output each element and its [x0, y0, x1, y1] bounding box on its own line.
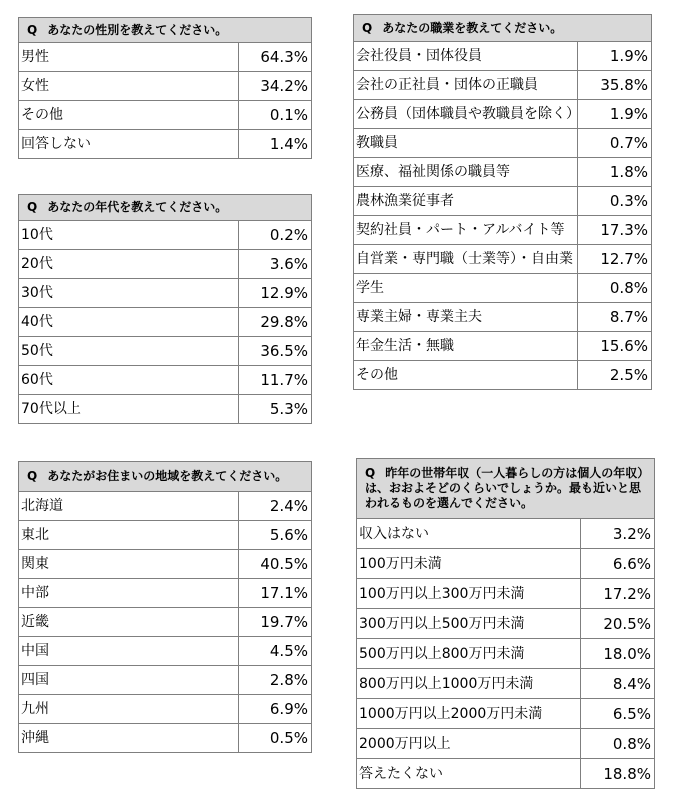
occupation-question-header: Q あなたの職業を教えてください。	[354, 15, 652, 42]
table-row	[354, 361, 652, 390]
row-percentage: 15.6%	[578, 332, 652, 361]
row-percentage: 17.3%	[578, 216, 652, 245]
table-row	[19, 101, 312, 130]
row-percentage: 1.9%	[578, 100, 652, 129]
table-row	[19, 550, 312, 579]
income-question-header: Q 昨年の世帯年収（一人暮らしの方は個人の年収）は、おおよそどのくらいでしょうか。最も近いと思われるものを選んでください。	[357, 459, 655, 519]
table-row	[19, 637, 312, 666]
row-percentage: 12.9%	[239, 279, 312, 308]
row-percentage: 17.1%	[239, 579, 312, 608]
row-percentage: 6.9%	[239, 695, 312, 724]
table-row	[19, 43, 312, 72]
table-row	[19, 395, 312, 424]
row-percentage: 0.8%	[578, 274, 652, 303]
age-table	[18, 194, 312, 424]
occupation-table	[353, 14, 652, 390]
row-label: 50代	[19, 337, 239, 366]
table-row	[19, 337, 312, 366]
row-label: 100万円未満	[357, 549, 581, 579]
table-row	[19, 492, 312, 521]
table-row	[19, 695, 312, 724]
row-label: 800万円以上1000万円未満	[357, 669, 581, 699]
row-percentage: 3.6%	[239, 250, 312, 279]
table-row	[357, 699, 655, 729]
row-label: 医療、福祉関係の職員等	[354, 158, 578, 187]
row-label: 教職員	[354, 129, 578, 158]
table-row	[354, 71, 652, 100]
row-label: その他	[19, 101, 239, 130]
row-percentage: 0.5%	[239, 724, 312, 753]
row-percentage: 5.6%	[239, 521, 312, 550]
row-label: 20代	[19, 250, 239, 279]
row-label: 専業主婦・専業主夫	[354, 303, 578, 332]
row-label: 北海道	[19, 492, 239, 521]
table-row	[19, 279, 312, 308]
table-row	[19, 666, 312, 695]
row-percentage: 0.3%	[578, 187, 652, 216]
table-row	[357, 519, 655, 549]
table-row	[19, 72, 312, 101]
row-percentage: 40.5%	[239, 550, 312, 579]
row-percentage: 2.4%	[239, 492, 312, 521]
row-label: 四国	[19, 666, 239, 695]
row-percentage: 36.5%	[239, 337, 312, 366]
row-percentage: 1.9%	[578, 42, 652, 71]
table-row	[354, 303, 652, 332]
table-row	[19, 221, 312, 250]
row-percentage: 8.4%	[581, 669, 655, 699]
row-percentage: 6.6%	[581, 549, 655, 579]
row-label: 2000万円以上	[357, 729, 581, 759]
table-row	[354, 42, 652, 71]
age-question-text: あなたの年代を教えてください。	[47, 200, 228, 214]
row-label: 東北	[19, 521, 239, 550]
table-row	[354, 332, 652, 361]
row-percentage: 0.1%	[239, 101, 312, 130]
table-row	[19, 250, 312, 279]
table-row	[357, 579, 655, 609]
row-percentage: 0.7%	[578, 129, 652, 158]
table-row	[354, 100, 652, 129]
row-label: 100万円以上300万円未満	[357, 579, 581, 609]
row-percentage: 18.8%	[581, 759, 655, 789]
row-percentage: 11.7%	[239, 366, 312, 395]
gender-question-text: あなたの性別を教えてください。	[47, 22, 228, 37]
gender-table	[18, 17, 312, 159]
table-row	[357, 669, 655, 699]
row-percentage: 2.8%	[239, 666, 312, 695]
table-row	[357, 639, 655, 669]
row-percentage: 5.3%	[239, 395, 312, 424]
table-row	[354, 129, 652, 158]
region-table	[18, 461, 312, 753]
row-label: 30代	[19, 279, 239, 308]
row-label: 自営業・専門職（士業等）・自由業	[354, 245, 578, 274]
row-label: 答えたくない	[357, 759, 581, 789]
row-label: 関東	[19, 550, 239, 579]
table-row	[357, 549, 655, 579]
table-row	[19, 579, 312, 608]
row-label: 1000万円以上2000万円未満	[357, 699, 581, 729]
row-label: 農林漁業従事者	[354, 187, 578, 216]
table-row	[354, 245, 652, 274]
row-label: 70代以上	[19, 395, 239, 424]
table-row	[354, 158, 652, 187]
row-percentage: 17.2%	[581, 579, 655, 609]
row-label: 収入はない	[357, 519, 581, 549]
row-label: 女性	[19, 72, 239, 101]
region-question-text: あなたがお住まいの地域を教えてください。	[47, 469, 288, 483]
row-label: 契約社員・パート・アルバイト等	[354, 216, 578, 245]
row-percentage: 35.8%	[578, 71, 652, 100]
row-percentage: 0.2%	[239, 221, 312, 250]
gender-question-header: Q あなたの性別を教えてください。	[19, 18, 312, 43]
table-row	[19, 366, 312, 395]
row-label: 沖縄	[19, 724, 239, 753]
row-label: 300万円以上500万円未満	[357, 609, 581, 639]
age-question-header: Q あなたの年代を教えてください。	[19, 195, 312, 221]
row-percentage: 34.2%	[239, 72, 312, 101]
row-percentage: 12.7%	[578, 245, 652, 274]
table-row	[357, 609, 655, 639]
row-label: その他	[354, 361, 578, 390]
table-row	[354, 216, 652, 245]
row-label: 回答しない	[19, 130, 239, 159]
row-label: 公務員（団体職員や教職員を除く）	[354, 100, 578, 129]
row-percentage: 2.5%	[578, 361, 652, 390]
row-label: 中部	[19, 579, 239, 608]
region-question-header: Q あなたがお住まいの地域を教えてください。	[19, 462, 312, 492]
row-percentage: 18.0%	[581, 639, 655, 669]
row-label: 40代	[19, 308, 239, 337]
row-label: 60代	[19, 366, 239, 395]
row-percentage: 20.5%	[581, 609, 655, 639]
row-percentage: 1.8%	[578, 158, 652, 187]
occupation-question-text: あなたの職業を教えてください。	[382, 20, 563, 35]
row-label: 10代	[19, 221, 239, 250]
row-label: 中国	[19, 637, 239, 666]
row-percentage: 1.4%	[239, 130, 312, 159]
table-row	[19, 308, 312, 337]
table-row	[357, 729, 655, 759]
table-row	[19, 724, 312, 753]
row-label: 学生	[354, 274, 578, 303]
row-label: 近畿	[19, 608, 239, 637]
table-row	[19, 521, 312, 550]
row-percentage: 8.7%	[578, 303, 652, 332]
row-percentage: 3.2%	[581, 519, 655, 549]
row-label: 男性	[19, 43, 239, 72]
table-row	[357, 759, 655, 789]
income-table	[356, 458, 655, 789]
row-label: 会社の正社員・団体の正職員	[354, 71, 578, 100]
row-label: 500万円以上800万円未満	[357, 639, 581, 669]
row-percentage: 4.5%	[239, 637, 312, 666]
table-row	[354, 274, 652, 303]
row-label: 年金生活・無職	[354, 332, 578, 361]
table-row	[19, 130, 312, 159]
table-row	[19, 608, 312, 637]
row-percentage: 64.3%	[239, 43, 312, 72]
income-question-text: 昨年の世帯年収（一人暮らしの方は個人の年収）は、おおよそどのくらいでしょうか。最も近いと思われるものを選んでください。	[365, 466, 644, 510]
row-label: 会社役員・団体役員	[354, 42, 578, 71]
row-percentage: 0.8%	[581, 729, 655, 759]
row-percentage: 6.5%	[581, 699, 655, 729]
row-percentage: 19.7%	[239, 608, 312, 637]
row-percentage: 29.8%	[239, 308, 312, 337]
row-label: 九州	[19, 695, 239, 724]
table-row	[354, 187, 652, 216]
